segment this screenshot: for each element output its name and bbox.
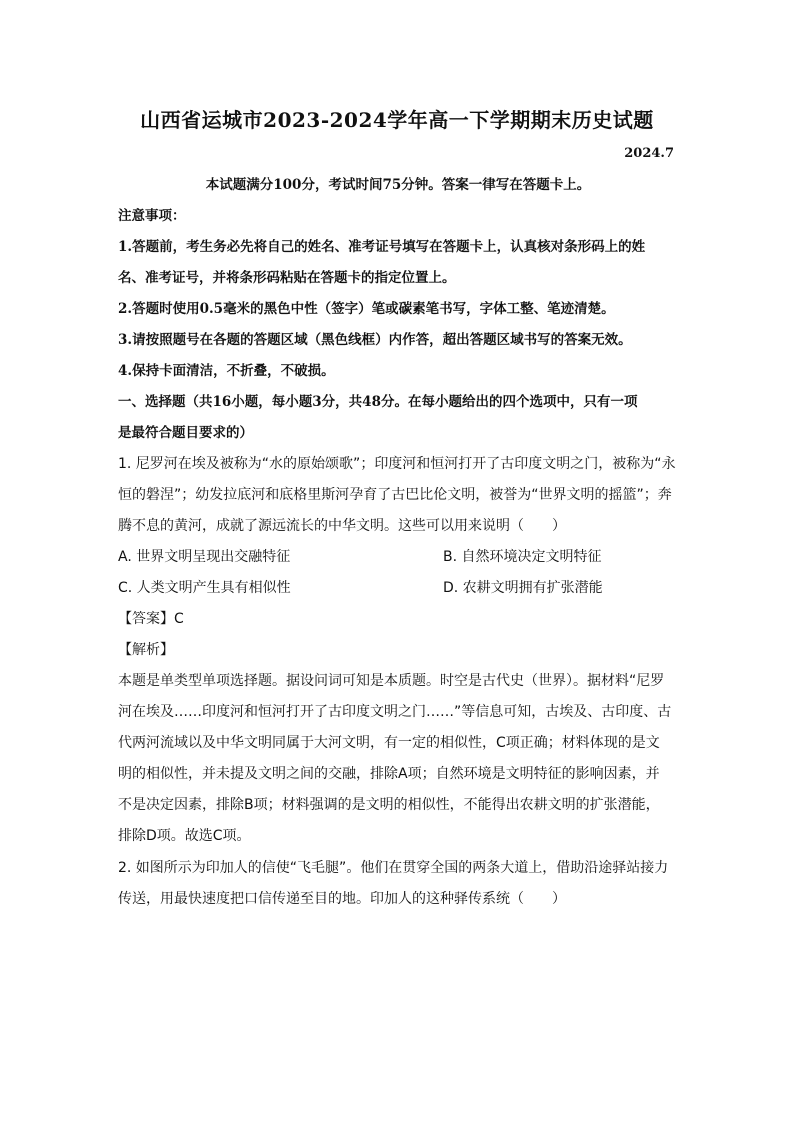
section-heading-cont: 是最符合题目要求的）: [118, 425, 253, 441]
section-heading: 一、选择题（共16小题，每小题3分，共48分。在每小题给出的四个选项中，只有一项: [118, 394, 638, 410]
question-line: 恒的磐涅”；幼发拉底河和底格里斯河孕育了古巴比伦文明，被誉为“世界文明的摇篮”；奔: [118, 487, 672, 503]
intro-text: 本试题满分100分，考试时间75分钟。答案一律写在答题卡上。: [205, 177, 591, 193]
notice-item: 名、准考证号，并将条形码粘贴在答题卡的指定位置上。: [118, 270, 456, 286]
notice-item: 3.请按照题号在各题的答题区域（黑色线框）内作答，超出答题区域书写的答案无效。: [118, 332, 632, 348]
option-c: C. 人类文明产生具有相似性: [118, 580, 291, 596]
option-a: A. 世界文明呈现出交融特征: [118, 549, 291, 565]
notice-block: [118, 201, 678, 449]
notice-item: 2.答题时使用0.5毫米的黑色中性（签字）笔或碳素笔书写，字体工整、笔迹清楚。: [118, 301, 615, 317]
question-line: 腾不息的黄河，成就了源远流长的中华文明。这些可以用来说明（ ）: [118, 518, 566, 534]
notice-item: 1.答题前，考生务必先将自己的姓名、准考证号填写在答题卡上，认真核对条形码上的姓: [118, 239, 646, 255]
exam-title: 山西省运城市2023-2024学年高一下学期期末历史试题: [140, 108, 654, 132]
analysis-line: 代两河流域以及中华文明同属于大河文明，有一定的相似性，C项正确；材料体现的是文: [118, 735, 660, 751]
question-line: 传送，用最快速度把口信传递至目的地。印加人的这种驿传系统（ ）: [118, 891, 566, 907]
answer-line: 【答案】C: [118, 611, 184, 627]
question-1: [118, 449, 678, 852]
question-line: 1. 尼罗河在埃及被称为“水的原始颂歌”；印度河和恒河打开了古印度文明之门，被称为“永: [118, 456, 676, 472]
intro-block: [118, 170, 678, 201]
analysis-line: 明的相似性，并未提及文明之间的交融，排除A项；自然环境是文明特征的影响因素，并: [118, 766, 660, 782]
question-2: [118, 853, 678, 915]
analysis-line: 河在埃及……印度河和恒河打开了古印度文明之门……”等信息可知，古埃及、古印度、古: [118, 704, 672, 720]
question-line: 2. 如图所示为印加人的信使“飞毛腿”。他们在贯穿全国的两条大道上，借助沿途驿站接力: [118, 860, 669, 876]
options-grid: [118, 542, 678, 604]
analysis-line: 不是决定因素，排除B项；材料强调的是文明的相似性，不能得出农耕文明的扩张潜能，: [118, 797, 660, 813]
notice-item: 4.保持卡面清洁，不折叠，不破损。: [118, 363, 335, 379]
analysis-line: 本题是单类型单项选择题。据设问词可知是本质题。时空是古代史（世界）。据材料“尼罗: [118, 673, 665, 689]
analysis-line: 排除D项。故选C项。: [118, 828, 251, 844]
option-b: B. 自然环境决定文明特征: [443, 549, 602, 565]
option-d: D. 农耕文明拥有扩张潜能: [443, 580, 603, 596]
notice-heading: 注意事项：: [118, 208, 186, 224]
analysis-heading: 【解析】: [118, 642, 174, 658]
exam-date: 2024.7: [624, 146, 674, 161]
